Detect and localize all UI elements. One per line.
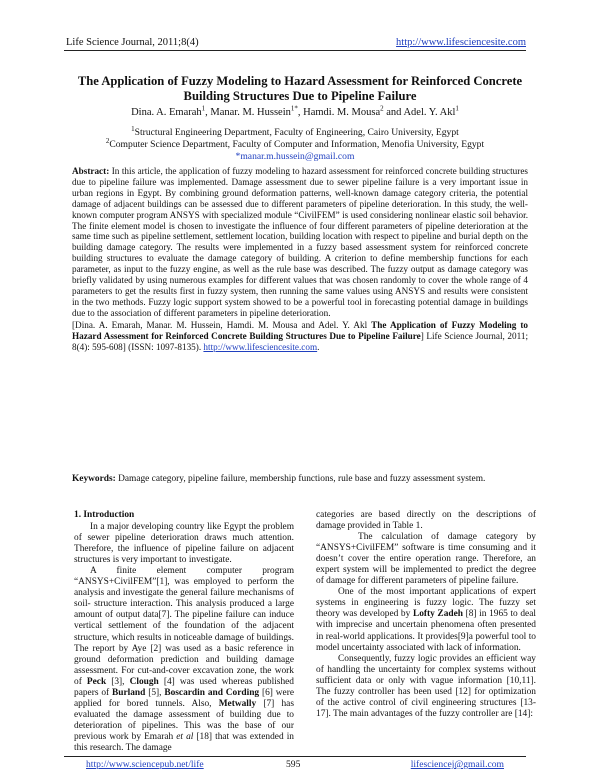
affiliations bbox=[64, 124, 526, 163]
abstract-block bbox=[72, 166, 528, 352]
header-divider bbox=[64, 50, 526, 51]
page-number: 595 bbox=[286, 759, 301, 770]
author-name: , Manar. M. Hussein bbox=[205, 107, 291, 118]
paragraph: A finite element computer program “ANSYS+CivilFEM”[1], was employed to perform the analysis and investigate the general failure mechanisms of soil- structure interaction. This analysis produced a large amount of output data[7]. The pipeline failure can induce vertical settlement of the foundation of the adjacent structure, which results in noticeable damage of buildings. The report by Aye [2] was used as a basic reference in ground deformation prediction and building damage assessment. For cut-and-cover excavation zone, the work of Peck [3], Clough [4] was used whereas published papers of Burland [5], Boscardin and Cording [6] were applied for bored tunnels. Also, Metwally [7] has evaluated the damage assessment of building due to deterioration of pipelines. This was the base of our previous work by Emarah et al [18] that was extended in this research. The damage bbox=[74, 566, 294, 753]
paragraph: One of the most important applications of expert systems in engineering is fuzzy logic. The fuzzy set theory was developed by Lofty Zadeh [8] in 1965 to deal with imprecise and uncertain phenomena often presented in real-world applications. It provides[9]a powerful tool to model uncertainty associated with lack of information. bbox=[316, 587, 536, 653]
citation: [Dina. A. Emarah, Manar. M. Hussein, Hamdi. M. Mousa and Adel. Y. Akl The Application of Fuzzy Modeling to Hazard Assessment for Reinforced Concrete Building Structures Due to Pipeline Failure] Life Science Journal, 2011; 8(4): 595-608] (ISSN: 1097-8135). http://www.lifesciencesite.com. bbox=[72, 319, 529, 352]
keywords-label: Keywords: bbox=[72, 474, 116, 484]
footer-email-link[interactable]: lifesciencej@gmail.com bbox=[410, 759, 504, 770]
section-heading: 1. Introduction bbox=[74, 510, 135, 520]
author-name: and Adel. Y. Akl bbox=[383, 107, 456, 118]
right-column bbox=[316, 510, 536, 720]
paragraph: Consequently, fuzzy logic provides an efficient way of handling the uncertainty for complex systems without sufficient data or only with vague information [10,11]. The fuzzy controller has been used [12] for optimization of the active control of civil engineering structures [13-17]. The main advantages of the fuzzy controller are [14]: bbox=[316, 653, 536, 719]
affiliation-1: $^1$Structural Engineering Department, Faculty of Engineering, Cairo University, Egypt bbox=[131, 124, 459, 138]
footer-url-link[interactable]: http://www.sciencepub.net/life bbox=[86, 759, 204, 770]
paragraph: In a major developing country like Egypt the problem of sewer pipeline deterioration draws much attention. Therefore, the influence of pipeline failure on adjacent structures is very important to investigate. bbox=[74, 522, 294, 566]
paragraph: categories are based directly on the descriptions of damage provided in Table 1. bbox=[316, 510, 536, 532]
citation-url-link[interactable]: http://www.lifesciencesite.com bbox=[203, 341, 318, 352]
journal-header: Life Science Journal, 2011;8(4) bbox=[66, 37, 199, 48]
paragraph: The calculation of damage category by “ANSYS+CivilFEM” software is time consuming and it doesn’t cover the entire operation range. Therefore, an expert system will be implemented to predict the degree of damage for different parameters of pipeline failure. bbox=[316, 532, 536, 587]
author-list: Dina. A. Emarah$^1$, Manar. M. Hussein$^{1*}$, Hamdi. M. Mousa$^2$ and Adel. Y. Akl$^1$ bbox=[131, 104, 459, 118]
keywords: Keywords: Damage category, pipeline failure, membership functions, rule base and fuzzy assessment system. bbox=[72, 474, 486, 484]
author-name: Dina. A. Emarah bbox=[131, 107, 202, 118]
affiliation-2: $^2$Computer Science Department, Faculty of Computer and Information, Menofia University, Egypt bbox=[105, 136, 485, 150]
header-url-link[interactable]: http://www.lifesciencesite.com bbox=[396, 37, 526, 48]
abstract-label: Abstract: bbox=[72, 166, 110, 176]
corresponding-email: *manar.m.hussein@gmail.com bbox=[235, 151, 355, 162]
left-column bbox=[74, 510, 294, 754]
author-name: , Hamdi. M. Mousa bbox=[297, 107, 381, 118]
paper-title: The Application of Fuzzy Modeling to Hazard Assessment for Reinforced Concrete Building Structures Due to Pipeline Failure bbox=[77, 74, 523, 103]
abstract-body: Abstract: In this article, the application of fuzzy modeling to hazard assessment for reinforced concrete building structures due to pipeline failure was implemented. Damage assessment due to sewer pipeline failure is a very important issue in urban regions in Egypt. By combining ground deformation patterns, well-known damage category criteria, the potential damage of adjacent buildings can be assessed due to different parameters of pipeline deterioration. In this study, the well-known computer program ANSYS with specialized module “CivilFEM” is used considering nonlinear elastic soil behavior. The finite element model is chosen to investigate the influence of four different parameters of pipeline deterioration at the same time such as pipeline settlement, settlement location, building location with respect to pipeline and burial depth on the building damage category. The results were implemented in a fuzzy based assessment system for reinforced concrete building structures to evaluate the damage category of building. A criterion to define membership functions for each parameter, as input to the fuzzy engine, as well as the rule base was described. The fuzzy output as damage category was briefly validated by using numerous examples for different values that was chosen randomly to cover the whole range of 4 parameters to get the results first in fuzzy system, then running the same values using ANSYS and results were consistent in the two methods. Fuzzy logic support system showed to be a powerful tool in forecasting potential damage in buildings due to the association of different parameters in pipeline deterioration. bbox=[72, 166, 528, 318]
footer-divider bbox=[64, 756, 526, 757]
